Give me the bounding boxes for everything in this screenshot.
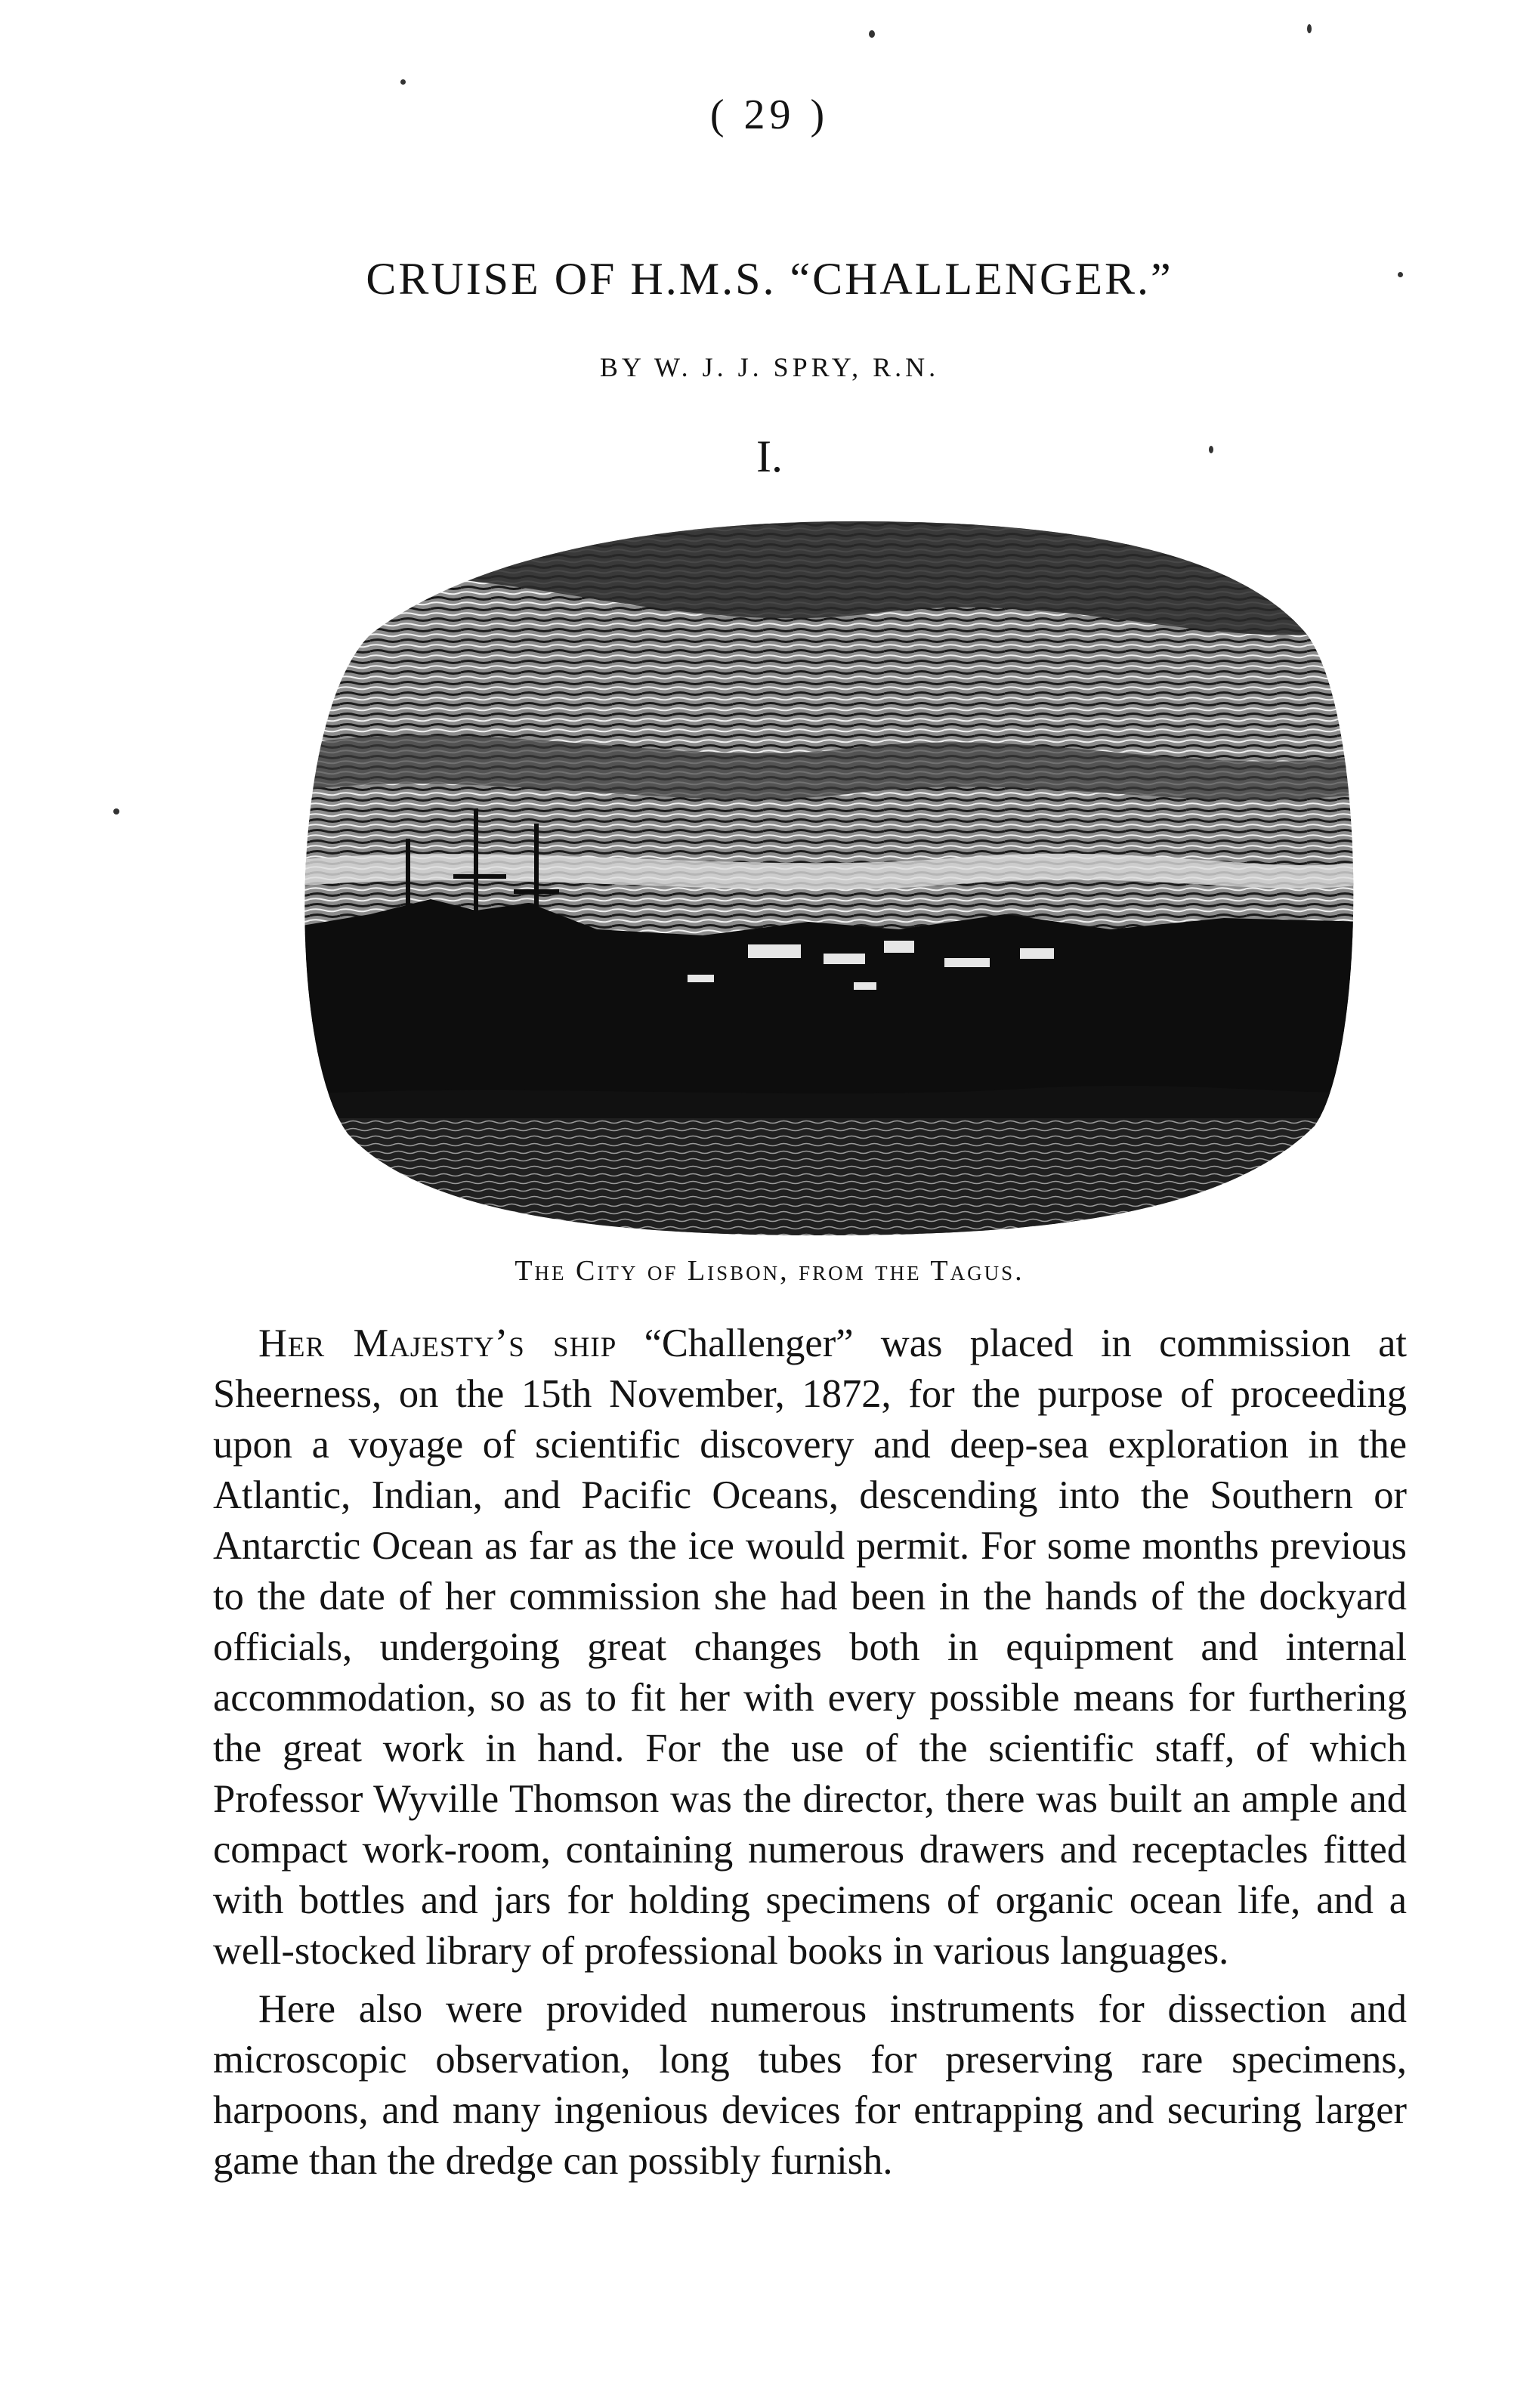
paragraph-2: Here also were provided numerous instruments for dissection and microscopic observation, long tubes for preserving rare specimens, harpoons, and many ingenious devices for entrapping and securing larger game than the dredge can possibly furnish. bbox=[213, 1987, 1407, 2183]
page-number: ( 29 ) bbox=[709, 91, 830, 138]
print-speck bbox=[400, 79, 406, 85]
paragraph-1 bbox=[213, 1318, 1407, 1977]
article-body bbox=[213, 1318, 1407, 2187]
paragraph-1-lead: Her Majesty’s ship bbox=[258, 1321, 617, 1365]
engraving-lisbon-illustration bbox=[280, 521, 1367, 1235]
print-speck bbox=[869, 30, 875, 38]
author-byline: BY W. J. J. SPRY, R.N. bbox=[599, 352, 940, 382]
article-title: CRUISE OF H.M.S. “CHALLENGER.” bbox=[366, 254, 1173, 304]
print-speck bbox=[1307, 24, 1312, 33]
illustration-caption: The City of Lisbon, from the Tagus. bbox=[515, 1255, 1024, 1287]
print-speck bbox=[113, 808, 119, 815]
paragraph-1-text: “Challenger” was placed in commission at Sheerness, on the 15th November, 1872, for the purpose of proceeding upon a voyage of scientific discovery and deep-sea exploration in the Atlantic, Indian, and Pacific Oceans, descending into the Southern or Antarctic Ocean as far as the ice would permit. For some months previous to the date of her commission she had been in the hands of the dockyard officials, undergoing great changes both in equipment and internal accommodation, so as to fit her with every possible means for furthering the great work in hand. For the use of the scientific staff, of which Professor Wyville Thomson was the director, there was built an ample and compact work-room, containing numerous drawers and receptacles fitted with bottles and jars for holding specimens of organic ocean life, and a well-stocked library of professional books in various languages. bbox=[213, 1321, 1407, 1973]
print-speck bbox=[1209, 446, 1213, 453]
part-numeral: I. bbox=[756, 431, 783, 481]
print-speck bbox=[1398, 272, 1403, 277]
